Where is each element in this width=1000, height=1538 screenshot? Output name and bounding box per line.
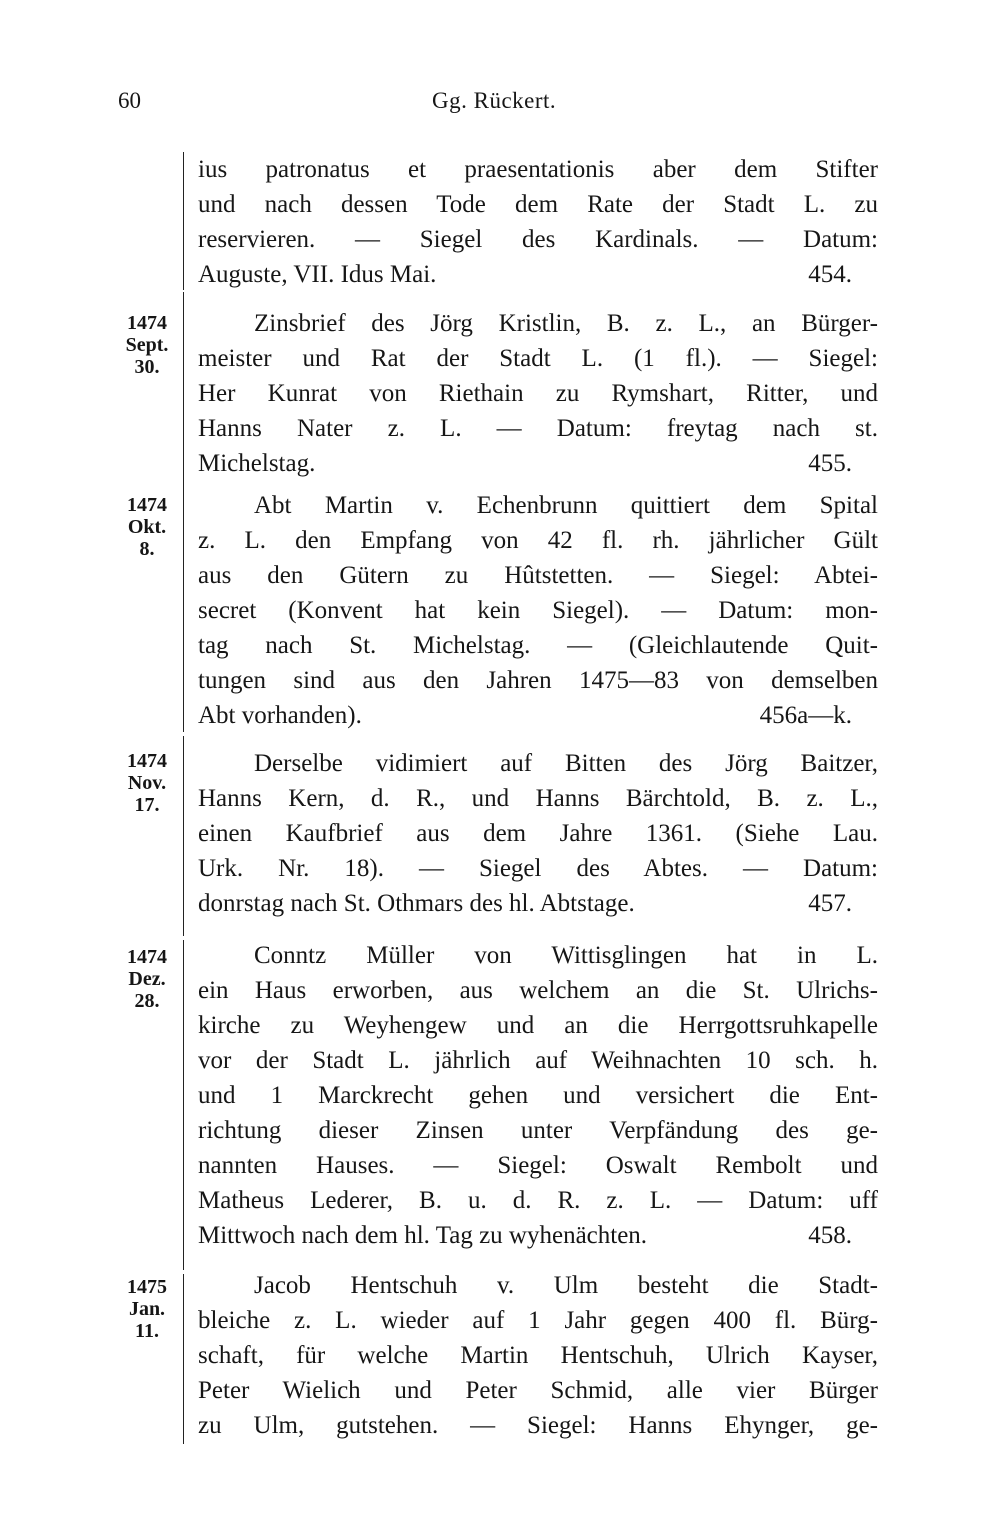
date-day: 30.	[134, 356, 160, 378]
entry-text	[198, 306, 878, 481]
text-line: zu Ulm, gutstehen. — Siegel: Hanns Ehynger, ge-	[198, 1412, 878, 1439]
text-line: tag nach St. Michelstag. — (Gleichlautende Quit-	[198, 632, 878, 659]
date-day: 28.	[134, 990, 160, 1012]
entry-number: 458.	[808, 1222, 852, 1249]
text-line	[198, 698, 878, 733]
text-line	[198, 446, 878, 481]
text-line-content: Abt vorhanden).	[198, 702, 362, 729]
text-line: nannten Hauses. — Siegel: Oswalt Rembolt und	[198, 1152, 878, 1179]
running-head: Gg. Rückert.	[432, 88, 557, 113]
text-line: Derselbe vidimiert auf Bitten des Jörg Baitzer,	[254, 750, 878, 777]
margin-rule	[183, 940, 184, 1270]
entry-date	[114, 494, 180, 560]
text-line: Urk. Nr. 18). — Siegel des Abtes. — Datum:	[198, 855, 878, 882]
entry-text	[198, 746, 878, 921]
entry-number: 454.	[808, 261, 852, 288]
date-year: 1474	[127, 946, 167, 968]
entry-date	[114, 1276, 180, 1342]
text-line: Her Kunrat von Riethain zu Rymshart, Ritter, und	[198, 380, 878, 407]
text-line: tungen sind aus den Jahren 1475—83 von demselben	[198, 667, 878, 694]
text-line: reservieren. — Siegel des Kardinals. — Datum:	[198, 226, 878, 253]
text-line	[198, 886, 878, 921]
text-line: kirche zu Weyhengew und an die Herrgottsruhkapelle	[198, 1012, 878, 1039]
entry-number: 456a—k.	[759, 702, 852, 729]
margin-rule	[183, 292, 184, 732]
text-line	[198, 257, 878, 292]
text-line-content: Mittwoch nach dem hl. Tag zu wyhenächten.	[198, 1222, 648, 1249]
text-line: secret (Konvent hat kein Siegel). — Datum: mon-	[198, 597, 878, 624]
text-line: Matheus Lederer, B. u. d. R. z. L. — Datum: uff	[198, 1187, 878, 1214]
text-line: Conntz Müller von Wittisglingen hat in L.	[254, 942, 878, 969]
entry-text	[198, 1268, 878, 1443]
text-line: ius patronatus et praesentationis aber dem Stifter	[198, 156, 878, 183]
date-year: 1474	[127, 494, 167, 516]
text-line: und 1 Marckrecht gehen und versichert die Ent-	[198, 1082, 878, 1109]
date-day: 17.	[134, 794, 160, 816]
margin-rule	[183, 736, 184, 936]
date-month: Jan.	[128, 1298, 166, 1320]
date-year: 1474	[127, 750, 167, 772]
date-month: Sept.	[125, 334, 169, 356]
text-line: schaft, für welche Martin Hentschuh, Ulrich Kayser,	[198, 1342, 878, 1369]
date-month: Nov.	[127, 772, 167, 794]
text-line: einen Kaufbrief aus dem Jahre 1361. (Siehe Lau.	[198, 820, 878, 847]
date-year: 1474	[127, 312, 167, 334]
text-line: und nach dessen Tode dem Rate der Stadt L. zu	[198, 191, 878, 218]
text-line: z. L. den Empfang von 42 fl. rh. jährlicher Gült	[198, 527, 878, 554]
text-line: Zinsbrief des Jörg Kristlin, B. z. L., an Bürger-	[254, 310, 878, 337]
text-line: Hanns Nater z. L. — Datum: freytag nach st.	[198, 415, 878, 442]
text-line-content: donrstag nach St. Othmars des hl. Abtstage.	[198, 890, 635, 917]
text-line: vor der Stadt L. jährlich auf Weihnachten 10 sch. h.	[198, 1047, 878, 1074]
text-line: Hanns Kern, d. R., und Hanns Bärchtold, B. z. L.,	[198, 785, 878, 812]
margin-rule	[183, 1274, 184, 1444]
entry-text	[198, 938, 878, 1253]
entry-date	[114, 312, 180, 378]
margin-rule	[183, 152, 184, 290]
text-line: Jacob Hentschuh v. Ulm besteht die Stadt-	[254, 1272, 878, 1299]
text-line-content: Auguste, VII. Idus Mai.	[198, 261, 437, 288]
date-month: Okt.	[127, 516, 167, 538]
text-line: Abt Martin v. Echenbrunn quittiert dem Spital	[254, 492, 878, 519]
entry-date	[114, 750, 180, 816]
entry-text	[198, 488, 878, 733]
entry-text	[198, 152, 878, 292]
text-line: ein Haus erworben, aus welchem an die St. Ulrichs-	[198, 977, 878, 1004]
text-line: meister und Rat der Stadt L. (1 fl.). — Siegel:	[198, 345, 878, 372]
date-month: Dez.	[128, 968, 166, 990]
text-line: richtung dieser Zinsen unter Verpfändung des ge-	[198, 1117, 878, 1144]
text-line: aus den Gütern zu Hûtstetten. — Siegel: Abtei-	[198, 562, 878, 589]
date-day: 11.	[135, 1320, 159, 1342]
date-day: 8.	[139, 538, 155, 560]
entry-number: 455.	[808, 450, 852, 477]
text-line-content: Michelstag.	[198, 450, 316, 477]
entry-number: 457.	[808, 890, 852, 917]
page-number: 60	[118, 88, 141, 113]
text-line: bleiche z. L. wieder auf 1 Jahr gegen 400 fl. Bürg-	[198, 1307, 878, 1334]
date-year: 1475	[127, 1276, 167, 1298]
entry-date	[114, 946, 180, 1012]
text-line: Peter Wielich und Peter Schmid, alle vier Bürger	[198, 1377, 878, 1404]
page-header	[0, 88, 1000, 118]
text-line	[198, 1218, 878, 1253]
